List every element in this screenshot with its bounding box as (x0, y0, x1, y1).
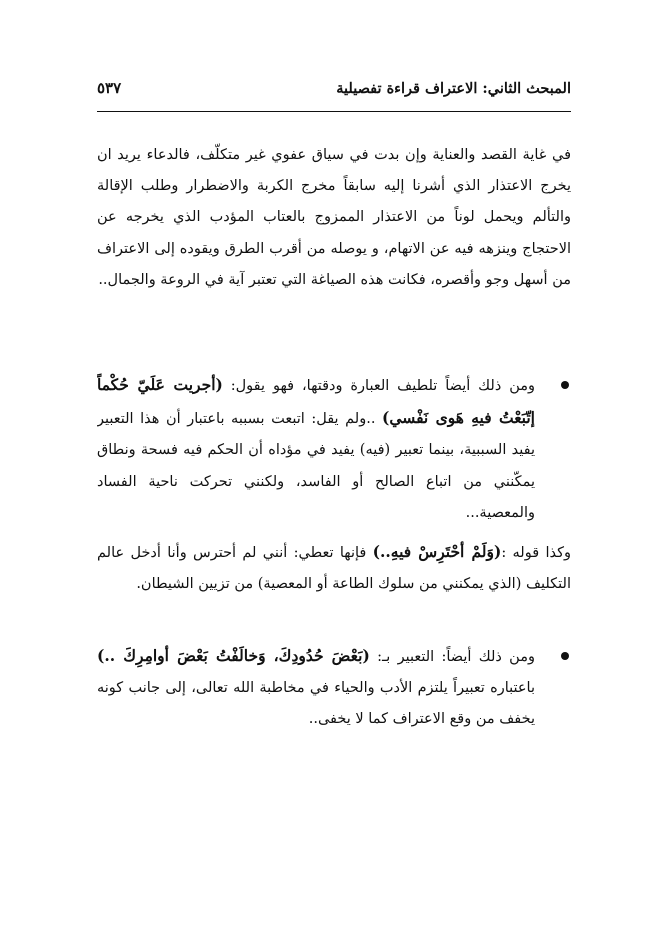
bullet-2-text: باعتباره تعبيراً يلتزم الأدب والحياء في مخاطبة الله تعالى، إلى جانب كونه يخفف من وقع الاعتراف كما لا يخفى.. (97, 680, 535, 728)
bullet-1-quote: (أجريت عَلَيّ حُكْماً إتّبَعْتُ فيهِ هَوى نَفْسي) (97, 375, 535, 428)
header-title: المبحث الثاني: الاعتراف قراءة تفصيلية (336, 79, 571, 97)
bullet-1-text: ..ولم يقل: اتبعت بسببه باعتبار أن هذا التعبير يفيد السببية، بينما تعبير (فيه) يفيد في مؤداه أن الحكم فيه فسحة ونطاق يمكّنني من اتباع الصالح أو الفاسد، ولكنني تحركت ناحية الفساد والمعصية... (97, 411, 535, 521)
bullet-item-2 (97, 640, 571, 734)
header-divider (97, 111, 571, 112)
bullet-1-intro: ومن ذلك أيضاً تلطيف العبارة ودقتها، فهو يقول: (222, 378, 535, 394)
paragraph-2-intro: وكذا قوله : (501, 545, 571, 561)
bullet-dot-icon (561, 652, 569, 660)
paragraph-2-text: فإنها تعطي: أنني لم أحترس وأنا أدخل عالم التكليف (الذي يمكنني من سلوك الطاعة أو المعصية) من تزيين الشيطان. (97, 545, 571, 593)
paragraph-1: في غاية القصد والعناية وإن بدت في سياق عفوي غير متكلّف، فالدعاء يريد ان يخرج الاعتذار الذي أشرنا إليه سابقاً مخرج الكربة والاضطرار وطلب الإقالة والتألم ويحمل لوناً من الاعتذار الممزوج بالعتاب المؤدب الذي يخرجه عن الاحتجاج وينزهه فيه عن الاتهام، و يوصله من أقرب الطرق ويقوده إلى الاعتراف من أسهل وجو وأقصره، فكانت هذه الصياغة التي تعتبر آية في الروعة والجمال.. (97, 147, 571, 288)
body-text (97, 140, 571, 734)
paragraph-2-quote: (وَلَمْ أحْتَرِسْ فيهِ..) (372, 542, 502, 561)
bullet-2-quote: (بَعْضَ حُدُودِكَ، وَخالَفْتُ بَعْضَ أوامِرِكَ ..) (97, 646, 370, 665)
bullet-item-1 (97, 369, 571, 525)
page-number: ٥٣٧ (97, 79, 122, 97)
running-header (97, 72, 571, 104)
bullet-dot-icon (561, 381, 569, 389)
bullet-2-intro: ومن ذلك أيضاً: التعبير بـ: (369, 649, 535, 665)
paragraph-2 (97, 536, 571, 630)
